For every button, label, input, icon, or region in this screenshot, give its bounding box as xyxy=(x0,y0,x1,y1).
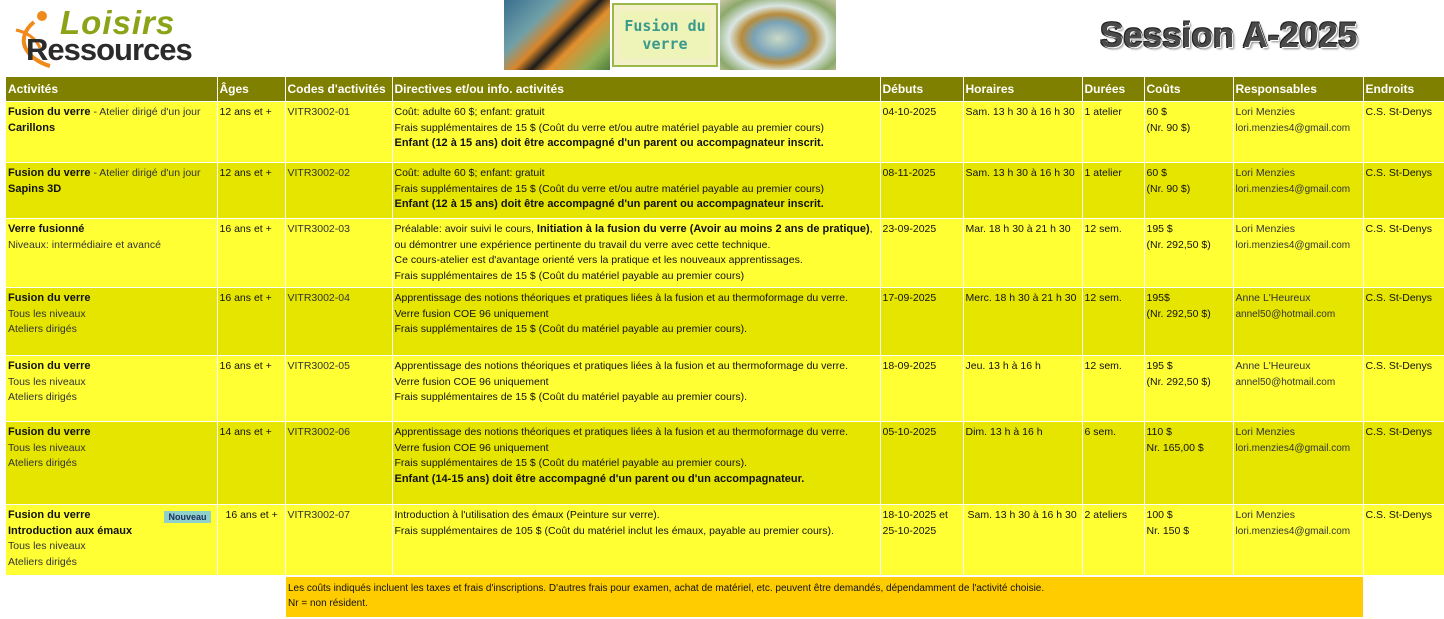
instructor-name: Anne L'Heureux xyxy=(1235,292,1311,304)
cost-line: (Nr. 292,50 $) xyxy=(1146,375,1211,388)
instructor-cell xyxy=(1233,356,1363,422)
activity-cell xyxy=(6,219,217,288)
banner-text-line2: verre xyxy=(642,35,688,53)
cost-line: 60 $ xyxy=(1146,106,1167,118)
activity-detail: Ateliers dirigés xyxy=(8,457,77,469)
cost-line: (Nr. 292,50 $) xyxy=(1146,238,1211,251)
cost-line: (Nr. 292,50 $) xyxy=(1146,307,1211,320)
directives-cell xyxy=(392,219,880,288)
activity-detail: Ateliers dirigés xyxy=(8,555,77,568)
loisirs-ressources-logo xyxy=(12,4,202,70)
schedule-cell: Mar. 18 h 30 à 21 h 30 xyxy=(963,219,1082,288)
directives-cell xyxy=(392,288,880,356)
directive-line: Apprentissage des notions théoriques et pratiques liées à la fusion et au thermoformage du verre. xyxy=(394,292,849,304)
directives-cell xyxy=(392,163,880,219)
directive-line: Coût: adulte 60 $; enfant: gratuit xyxy=(394,106,545,118)
instructor-email: lori.menzies4@gmail.com xyxy=(1235,239,1351,251)
activity-title-line xyxy=(8,359,215,375)
column-header: Endroits xyxy=(1363,77,1444,102)
table-row xyxy=(6,288,1444,356)
activity-title: Fusion du verre xyxy=(8,292,91,304)
activity-detail: Ateliers dirigés xyxy=(8,391,77,403)
directives-cell xyxy=(392,356,880,422)
instructor-email: annel50@hotmail.com xyxy=(1235,308,1336,320)
schedule-cell: Sam. 13 h 30 à 16 h 30 xyxy=(963,505,1082,575)
location-cell: C.S. St-Denys xyxy=(1363,505,1444,575)
start-date-cell xyxy=(880,219,963,288)
directive-line: Introduction à l'utilisation des émaux (Peinture sur verre). xyxy=(394,509,660,521)
cost-line: 195 $ xyxy=(1146,223,1173,235)
instructor-name: Lori Menzies xyxy=(1235,167,1296,179)
activity-subtitle: Introduction aux émaux xyxy=(8,524,133,537)
age-cell: 16 ans et + xyxy=(217,288,285,356)
directive-line: Frais supplémentaires de 15 $ (Coût du matériel payable au premier cours) xyxy=(394,269,745,282)
directives-cell xyxy=(392,102,880,163)
column-header: Responsables xyxy=(1233,77,1363,102)
logo-text-loisirs: Loisirs xyxy=(60,4,176,41)
instructor-name: Lori Menzies xyxy=(1235,426,1296,438)
directive-line: Frais supplémentaires de 105 $ (Coût du matériel inclut les émaux, payable au premier cours). xyxy=(394,524,834,537)
footer-line-2: Nr = non résident. xyxy=(288,598,368,609)
activity-title-line xyxy=(8,291,215,307)
instructor-name: Lori Menzies xyxy=(1235,509,1296,521)
duration-cell: 6 sem. xyxy=(1082,422,1144,505)
duration-cell: 12 sem. xyxy=(1082,288,1144,356)
activity-title: Verre fusionné xyxy=(8,223,85,235)
start-date: 25-10-2025 xyxy=(882,524,937,537)
footer-note xyxy=(286,577,1363,617)
table-row xyxy=(6,219,1444,288)
cost-cell xyxy=(1144,422,1233,505)
table-body xyxy=(6,102,1444,575)
activity-detail: Tous les niveaux xyxy=(8,540,86,552)
activity-title-line xyxy=(8,166,215,182)
schedule-cell: Sam. 13 h 30 à 16 h 30 xyxy=(963,163,1082,219)
activity-title: Fusion du verre xyxy=(8,509,91,521)
start-date-cell xyxy=(880,288,963,356)
activity-subtitle: Carillons xyxy=(8,121,56,134)
activity-title-line xyxy=(8,222,215,238)
column-header: Codes d'activités xyxy=(285,77,392,102)
cost-line: 195$ xyxy=(1146,292,1170,304)
activity-detail: Niveaux: intermédiaire et avancé xyxy=(8,238,161,251)
schedule-cell: Merc. 18 h 30 à 21 h 30 xyxy=(963,288,1082,356)
glass-bowl-image xyxy=(720,0,836,70)
column-header: Débuts xyxy=(880,77,963,102)
location-cell: C.S. St-Denys xyxy=(1363,219,1444,288)
activity-title-line xyxy=(8,105,215,121)
activity-cell xyxy=(6,163,217,219)
directive-line: Apprentissage des notions théoriques et pratiques liées à la fusion et au thermoformage du verre. xyxy=(394,360,849,372)
session-title: Session A-2025 xyxy=(1100,16,1358,55)
start-date-cell xyxy=(880,102,963,163)
location-cell: C.S. St-Denys xyxy=(1363,356,1444,422)
banner-text-line1: Fusion du xyxy=(624,17,706,35)
start-date: 05-10-2025 xyxy=(882,426,937,438)
cost-line: 110 $ xyxy=(1146,426,1172,438)
age-cell: 12 ans et + xyxy=(217,102,285,163)
directive-line: Frais supplémentaires de 15 $ (Coût du verre et/ou autre matériel payable au premier cours) xyxy=(394,182,825,195)
activity-title: Fusion du verre xyxy=(8,426,91,438)
column-header: Horaires xyxy=(963,77,1082,102)
instructor-cell xyxy=(1233,219,1363,288)
instructor-email: lori.menzies4@gmail.com xyxy=(1235,122,1351,134)
table-row xyxy=(6,163,1444,219)
activity-cell xyxy=(6,356,217,422)
instructor-email: lori.menzies4@gmail.com xyxy=(1235,525,1351,537)
start-date: 18-09-2025 xyxy=(882,360,937,372)
activity-subtitle: Sapins 3D xyxy=(8,182,62,195)
cost-line: Nr. 165,00 $ xyxy=(1146,441,1204,454)
activity-title-line xyxy=(8,425,215,441)
start-date: 04-10-2025 xyxy=(882,106,937,118)
activities-table xyxy=(6,77,1444,575)
activity-detail: Tous les niveaux xyxy=(8,441,86,454)
directive-prerequisite xyxy=(395,222,878,253)
location-cell: C.S. St-Denys xyxy=(1363,422,1444,505)
schedule-cell: Sam. 13 h 30 à 16 h 30 xyxy=(963,102,1082,163)
instructor-name: Lori Menzies xyxy=(1235,106,1296,118)
activity-detail: Tous les niveaux xyxy=(8,307,86,320)
cost-cell xyxy=(1144,102,1233,163)
activity-detail: Ateliers dirigés xyxy=(8,323,77,335)
duration-cell: 1 atelier xyxy=(1082,102,1144,163)
duration-cell: 12 sem. xyxy=(1082,219,1144,288)
cost-line: (Nr. 90 $) xyxy=(1146,182,1191,195)
schedule-cell: Dim. 13 h à 16 h xyxy=(963,422,1082,505)
start-date-cell xyxy=(880,163,963,219)
footer-line-1: Les coûts indiqués incluent les taxes et frais d'inscriptions. D'autres frais pour examen, achat de matériel, etc. peuvent être demandés, dépendamment de l'activité choisie. xyxy=(288,583,1045,594)
directive-line: Frais supplémentaires de 15 $ (Coût du verre et/ou autre matériel payable au premier cours) xyxy=(394,121,825,134)
start-date: 23-09-2025 xyxy=(882,223,937,235)
directive-line: Coût: adulte 60 $; enfant: gratuit xyxy=(394,167,545,179)
instructor-cell xyxy=(1233,163,1363,219)
duration-cell: 2 ateliers xyxy=(1082,505,1144,575)
code-cell: VITR3002-01 xyxy=(285,102,392,163)
age-cell: 12 ans et + xyxy=(217,163,285,219)
age-cell: 14 ans et + xyxy=(217,422,285,505)
fusion-du-verre-title-image xyxy=(612,3,718,67)
code-cell: VITR3002-06 xyxy=(285,422,392,505)
instructor-cell xyxy=(1233,505,1363,575)
instructor-email: lori.menzies4@gmail.com xyxy=(1235,442,1351,454)
cost-line: 195 $ xyxy=(1146,360,1173,372)
activity-title: Fusion du verre xyxy=(8,167,91,179)
directive-warning: Enfant (12 à 15 ans) doit être accompagné d'un parent ou accompagnateur inscrit. xyxy=(394,137,824,149)
age-cell: 16 ans et + xyxy=(217,505,285,575)
instructor-cell xyxy=(1233,422,1363,505)
column-header: Âges xyxy=(217,77,285,102)
page-header xyxy=(0,0,1444,76)
table-row xyxy=(6,505,1444,575)
cost-line: 100 $ xyxy=(1146,509,1173,521)
instructor-name: Anne L'Heureux xyxy=(1235,360,1311,372)
table-header-row xyxy=(6,77,1444,102)
start-date: 08-11-2025 xyxy=(882,167,936,179)
activity-title: Fusion du verre xyxy=(8,360,91,372)
directive-line: Verre fusion COE 96 uniquement xyxy=(394,375,549,388)
code-cell: VITR3002-05 xyxy=(285,356,392,422)
instructor-cell xyxy=(1233,102,1363,163)
directive-warning: Enfant (12 à 15 ans) doit être accompagné d'un parent ou accompagnateur inscrit. xyxy=(394,198,824,210)
instructor-email: lori.menzies4@gmail.com xyxy=(1235,183,1351,195)
directive-line: Frais supplémentaires de 15 $ (Coût du matériel payable au premier cours). xyxy=(394,391,748,403)
cost-cell xyxy=(1144,288,1233,356)
cost-line: (Nr. 90 $) xyxy=(1146,121,1191,134)
column-header: Coûts xyxy=(1144,77,1233,102)
cost-line: Nr. 150 $ xyxy=(1146,524,1190,537)
code-cell: VITR3002-07 xyxy=(285,505,392,575)
column-header: Activités xyxy=(6,77,217,102)
directive-line: Verre fusion COE 96 uniquement xyxy=(394,307,549,320)
activity-suffix: - Atelier dirigé d'un jour xyxy=(90,167,201,179)
instructor-name: Lori Menzies xyxy=(1235,223,1296,235)
cost-cell xyxy=(1144,356,1233,422)
directive-line: Verre fusion COE 96 uniquement xyxy=(394,441,549,454)
directives-cell xyxy=(392,505,880,575)
column-header: Durées xyxy=(1082,77,1144,102)
start-date-cell xyxy=(880,422,963,505)
directives-cell xyxy=(392,422,880,505)
directive-line: Apprentissage des notions théoriques et pratiques liées à la fusion et au thermoformage du verre. xyxy=(394,426,849,438)
instructor-email: annel50@hotmail.com xyxy=(1235,376,1336,388)
instructor-cell xyxy=(1233,288,1363,356)
start-date: 17-09-2025 xyxy=(882,292,937,304)
cost-cell xyxy=(1144,505,1233,575)
age-cell: 16 ans et + xyxy=(217,219,285,288)
butterfly-glass-image xyxy=(504,0,610,70)
directive-line: Frais supplémentaires de 15 $ (Coût du matériel payable au premier cours). xyxy=(394,323,748,335)
cost-line: 60 $ xyxy=(1146,167,1167,179)
cost-cell xyxy=(1144,219,1233,288)
activity-cell xyxy=(6,505,217,575)
logo-text-ressources: Ressources xyxy=(26,32,192,67)
start-date: 18-10-2025 et xyxy=(882,509,948,521)
location-cell: C.S. St-Denys xyxy=(1363,102,1444,163)
directive-prereq-bold: Initiation à la fusion du verre (Avoir au moins 2 ans de pratique) xyxy=(536,223,870,235)
activity-cell xyxy=(6,422,217,505)
duration-cell: 12 sem. xyxy=(1082,356,1144,422)
activity-cell xyxy=(6,102,217,163)
directive-line: Ce cours-atelier est d'avantage orienté vers la pratique et les nouveaux apprentissages. xyxy=(394,254,803,266)
activity-cell xyxy=(6,288,217,356)
activity-detail: Tous les niveaux xyxy=(8,375,86,388)
code-cell: VITR3002-04 xyxy=(285,288,392,356)
header-banner xyxy=(504,0,836,70)
directive-prereq-pre: Préalable: avoir suivi le cours, xyxy=(394,223,537,235)
start-date-cell xyxy=(880,505,963,575)
schedule-cell: Jeu. 13 h à 16 h xyxy=(963,356,1082,422)
directive-warning: Enfant (14-15 ans) doit être accompagné d'un parent ou d'un accompagnateur. xyxy=(394,472,805,485)
cost-cell xyxy=(1144,163,1233,219)
directive-prereq-post: , ou démontrer une expérience pertinente du travail du verre avec cette technique. xyxy=(394,223,873,251)
duration-cell: 1 atelier xyxy=(1082,163,1144,219)
table-row xyxy=(6,356,1444,422)
column-header: Directives et/ou info. activités xyxy=(392,77,880,102)
activity-title: Fusion du verre xyxy=(8,106,91,118)
activity-suffix: - Atelier dirigé d'un jour xyxy=(90,106,201,118)
table-row xyxy=(6,102,1444,163)
location-cell: C.S. St-Denys xyxy=(1363,288,1444,356)
code-cell: VITR3002-03 xyxy=(285,219,392,288)
code-cell: VITR3002-02 xyxy=(285,163,392,219)
location-cell: C.S. St-Denys xyxy=(1363,163,1444,219)
new-badge: Nouveau xyxy=(164,511,210,523)
age-cell: 16 ans et + xyxy=(217,356,285,422)
table-row xyxy=(6,422,1444,505)
directive-line: Frais supplémentaires de 15 $ (Coût du matériel payable au premier cours). xyxy=(394,457,748,469)
start-date-cell xyxy=(880,356,963,422)
